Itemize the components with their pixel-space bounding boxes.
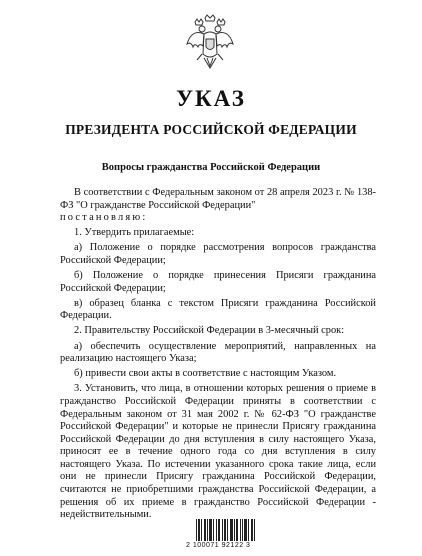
decree-word: постановляю:: [60, 212, 148, 224]
barcode-icon: [196, 519, 256, 541]
paragraph-1a: а) Положение о порядке рассмотрения вопросов гражданства Российской Федерации;: [60, 242, 376, 266]
document-body: [60, 187, 376, 524]
document-title: УКАЗ: [176, 86, 246, 111]
paragraph-3: 3. Установить, что лица, в отношении которых решения о приеме в гражданство Российской Федерации приняты в соответствии с Федеральным законом от 31 мая 2002 г. № 62-ФЗ "О гражданстве Российской Федерации" и которые не принесли Присягу гражданина Российской Федерации до дня вступления в силу настоящего Указа, приносят ее в течение одного года со дня вступления в силу настоящего Указа. По истечении указанного срока такие лица, если они не принесли Присягу гражданина Российской Федерации, считаются не приобретшими гражданства Российской Федерации, а решения об их приеме в гражданство Российской Федерации - недействительными.: [60, 383, 376, 521]
barcode-number: 2 100071 92122 3: [186, 542, 251, 549]
intro-text: В соответствии с Федеральным законом от 28 апреля 2023 г. № 138-ФЗ "О гражданстве Российской Федерации": [60, 187, 376, 211]
document-subtitle: ПРЕЗИДЕНТА РОССИЙСКОЙ ФЕДЕРАЦИИ: [65, 122, 357, 137]
document-heading: Вопросы гражданства Российской Федерации: [101, 162, 321, 173]
intro-paragraph: [60, 187, 376, 212]
russian-coat-of-arms-icon: [184, 14, 236, 74]
paragraph-2: 2. Правительству Российской Федерации в 3-месячный срок:: [74, 325, 345, 337]
paragraph-1: 1. Утвердить прилагаемые:: [74, 227, 195, 239]
paragraph-2b: б) привести свои акты в соответствие с настоящим Указом.: [74, 368, 337, 380]
paragraph-1b: б) Положение о порядке принесения Присяги гражданина Российской Федерации;: [60, 270, 376, 294]
paragraph-1c: в) образец бланка с текстом Присяги гражданина Российской Федерации.: [60, 297, 376, 322]
paragraph-2a: а) обеспечить осуществление мероприятий, направленных на реализацию настоящего Указа;: [60, 340, 376, 365]
